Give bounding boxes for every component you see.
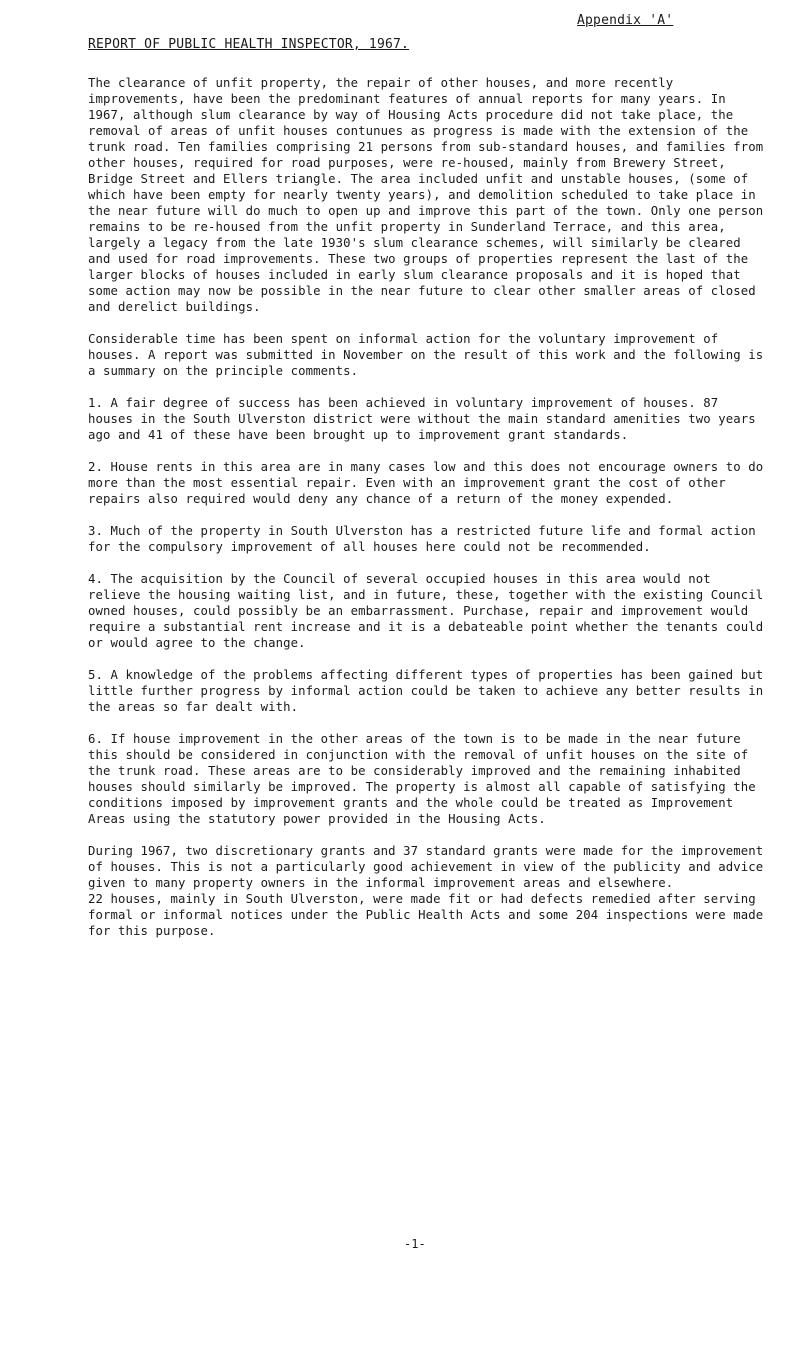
appendix-label: Appendix 'A' [577,13,674,28]
report-body [88,75,768,955]
paragraph-point-2: 2. House rents in this area are in many cases low and this does not encourage owners to do more than the most essential repair. Even with an improvement grant the cost of other repairs also required would deny any chance of a return of the money expended. [88,460,764,506]
paragraph-point-4: 4. The acquisition by the Council of several occupied houses in this area would not relieve the housing waiting list, and in future, these, together with the existing Council owned houses, could possibly be an embarrassment. Purchase, repair and improvement would require a substantial rent increase and it is a debateable point whether the tenants could or would agree to the change. [88,572,764,650]
paragraph-grants: During 1967, two discretionary grants and 37 standard grants were made for the improvement of houses. This is not a particularly good achievement in view of the publicity and advice given to many property owners in the informal improvement areas and elsewhere. [88,844,764,890]
report-title: REPORT OF PUBLIC HEALTH INSPECTOR, 1967. [88,37,410,52]
paragraph-point-1: 1. A fair degree of success has been achieved in voluntary improvement of houses. 87 houses in the South Ulverston district were without the main standard amenities two years ago and 41 of these have been brought up to improvement grant standards. [88,396,756,442]
paragraph-point-6: 6. If house improvement in the other areas of the town is to be made in the near future this should be considered in conjunction with the removal of unfit houses on the site of the trunk road. These areas are to be considerably improved and the remaining inhabited houses should similarly be improved. The property is almost all capable of satisfying the conditions imposed by improvement grants and the whole could be treated as Improvement Areas using the statutory power provided in the Housing Acts. [88,732,756,826]
paragraph-voluntary-improvement: Considerable time has been spent on informal action for the voluntary improvement of houses. A report was submitted in November on the result of this work and the following is a summary on the principle comments. [88,332,764,378]
paragraph-houses-made-fit: 22 houses, mainly in South Ulverston, were made fit or had defects remedied after serving formal or informal notices under the Public Health Acts and some 204 inspections were made for this purpose. [88,892,764,938]
paragraph-slum-clearance: The clearance of unfit property, the repair of other houses, and more recently improvements, have been the predominant features of annual reports for many years. In 1967, although slum clearance by way of Housing Acts procedure did not take place, the removal of areas of unfit houses contunues as progress is made with the extension of the trunk road. Ten families comprising 21 persons from sub-standard houses, and families from other houses, required for road purposes, were re-housed, mainly from Brewery Street, Bridge Street and Ellers triangle. The area included unfit and unstable houses, (some of which have been empty for nearly twenty years), and demolition scheduled to take place in the near future will do much to open up and improve this part of the town. Only one person remains to be re-housed from the unfit property in Sunderland Terrace, and this area, largely a legacy from the late 1930's slum clearance schemes, will similarly be cleared and used for road improvements. These two groups of properties represent the last of the larger blocks of houses included in early slum clearance proposals and it is hoped that some action may now be possible in the near future to clear other smaller areas of closed and derelict buildings. [88,76,764,314]
paragraph-point-3: 3. Much of the property in South Ulverston has a restricted future life and formal action for the compulsory improvement of all houses here could not be recommended. [88,524,756,554]
paragraph-point-5: 5. A knowledge of the problems affecting different types of properties has been gained but little further progress by informal action could be taken to achieve any better results in the areas so far dealt with. [88,668,764,714]
page-number: -1- [404,1237,426,1251]
